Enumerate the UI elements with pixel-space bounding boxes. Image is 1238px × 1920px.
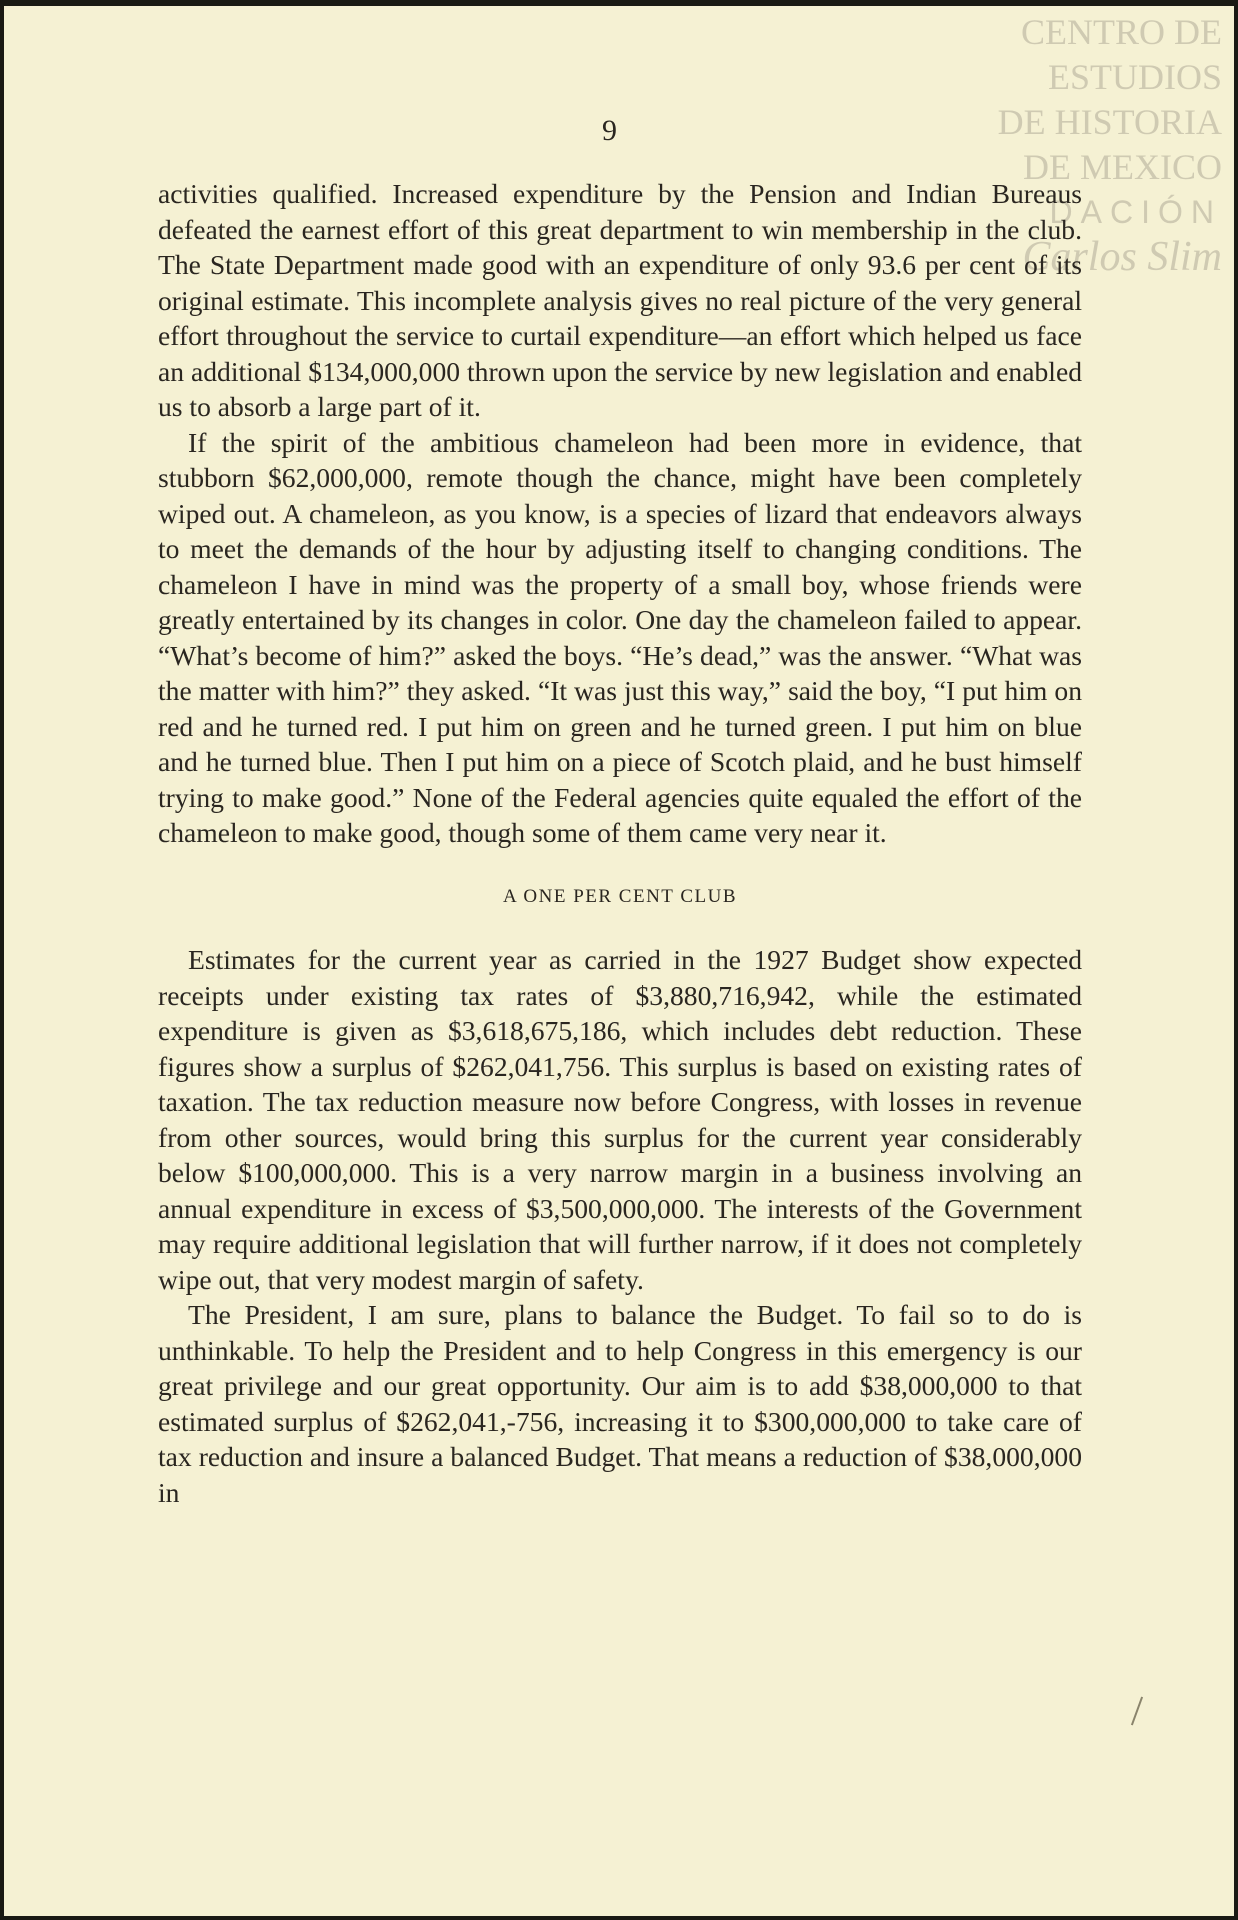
paragraph: Estimates for the current year as carried in the 1927 Budget show expected receipts under existing tax rates of $3,880,716,942, while the estimated expenditure is given as $3,618,675,186, which includes debt reduction. These figures show a surplus of $262,041,756. This surplus is based on existing rates of taxation. The tax reduction measure now before Congress, with losses in revenue from other sources, would bring this surplus for the current year considerably below $100,000,000. This is a very narrow margin in a business involving an annual expenditure in excess of $3,500,000,000. The interests of the Government may require additional legislation that will further narrow, if it does not completely wipe out, that very modest margin of safety. — [158, 944, 1082, 1295]
paragraph: The President, I am sure, plans to balance the Budget. To fail so to do is unthinkable. To help the President and to help Congress in this emergency is our great privilege and our great opportunity. Our aim is to add $38,000,000 to that estimated surplus of $262,041,-756, increasing it to $300,000,000 to take care of tax reduction and insure a balanced Budget. That means a reduction of $38,000,000 in — [158, 1299, 1082, 1508]
margin-pencil-mark — [1131, 1697, 1143, 1726]
watermark-line: CENTRO DE — [1021, 12, 1222, 52]
body-text — [158, 176, 1082, 1510]
section-heading: A ONE PER CENT CLUB — [502, 885, 737, 907]
paragraph: If the spirit of the ambitious chameleon had been more in evidence, that stubborn $62,000,000, remote though the chance, might have been completely wiped out. A chameleon, as you know, is a species of lizard that endeavors always to meet the demands of the hour by adjusting itself to changing conditions. The chameleon I have in mind was the property of a small boy, whose friends were greatly entertained by its changes in color. One day the chameleon failed to appear. “What’s become of him?” asked the boys. “He’s dead,” was the answer. “What was the matter with him?” they asked. “It was just this way,” said the boy, “I put him on red and he turned red. I put him on green and he turned green. I put him on blue and he turned blue. Then I put him on a piece of Scotch plaid, and he bust himself trying to make good.” None of the Federal agencies quite equaled the effort of the chameleon to make good, though some of them came very near it. — [158, 426, 1082, 848]
watermark-line: DACIÓN — [1049, 194, 1222, 230]
watermark-signature: Carlos Slim — [1022, 234, 1222, 280]
document-page — [4, 6, 1234, 1916]
watermark-line: ESTUDIOS — [1047, 57, 1222, 97]
watermark-line: DE MEXICO — [1023, 147, 1222, 187]
watermark-line: DE HISTORIA — [997, 102, 1222, 142]
page-number: 9 — [602, 114, 617, 147]
paragraph: activities qualified. Increased expenditure by the Pension and Indian Bureaus defeated the earnest effort of this great department to win membership in the club. The State Department made good with an expenditure of only 93.6 per cent of its original estimate. This incomplete analysis gives no real picture of the very general effort throughout the service to curtail expenditure—an effort which helped us face an additional $134,000,000 thrown upon the service by new legislation and enabled us to absorb a large part of it. — [158, 178, 1082, 422]
